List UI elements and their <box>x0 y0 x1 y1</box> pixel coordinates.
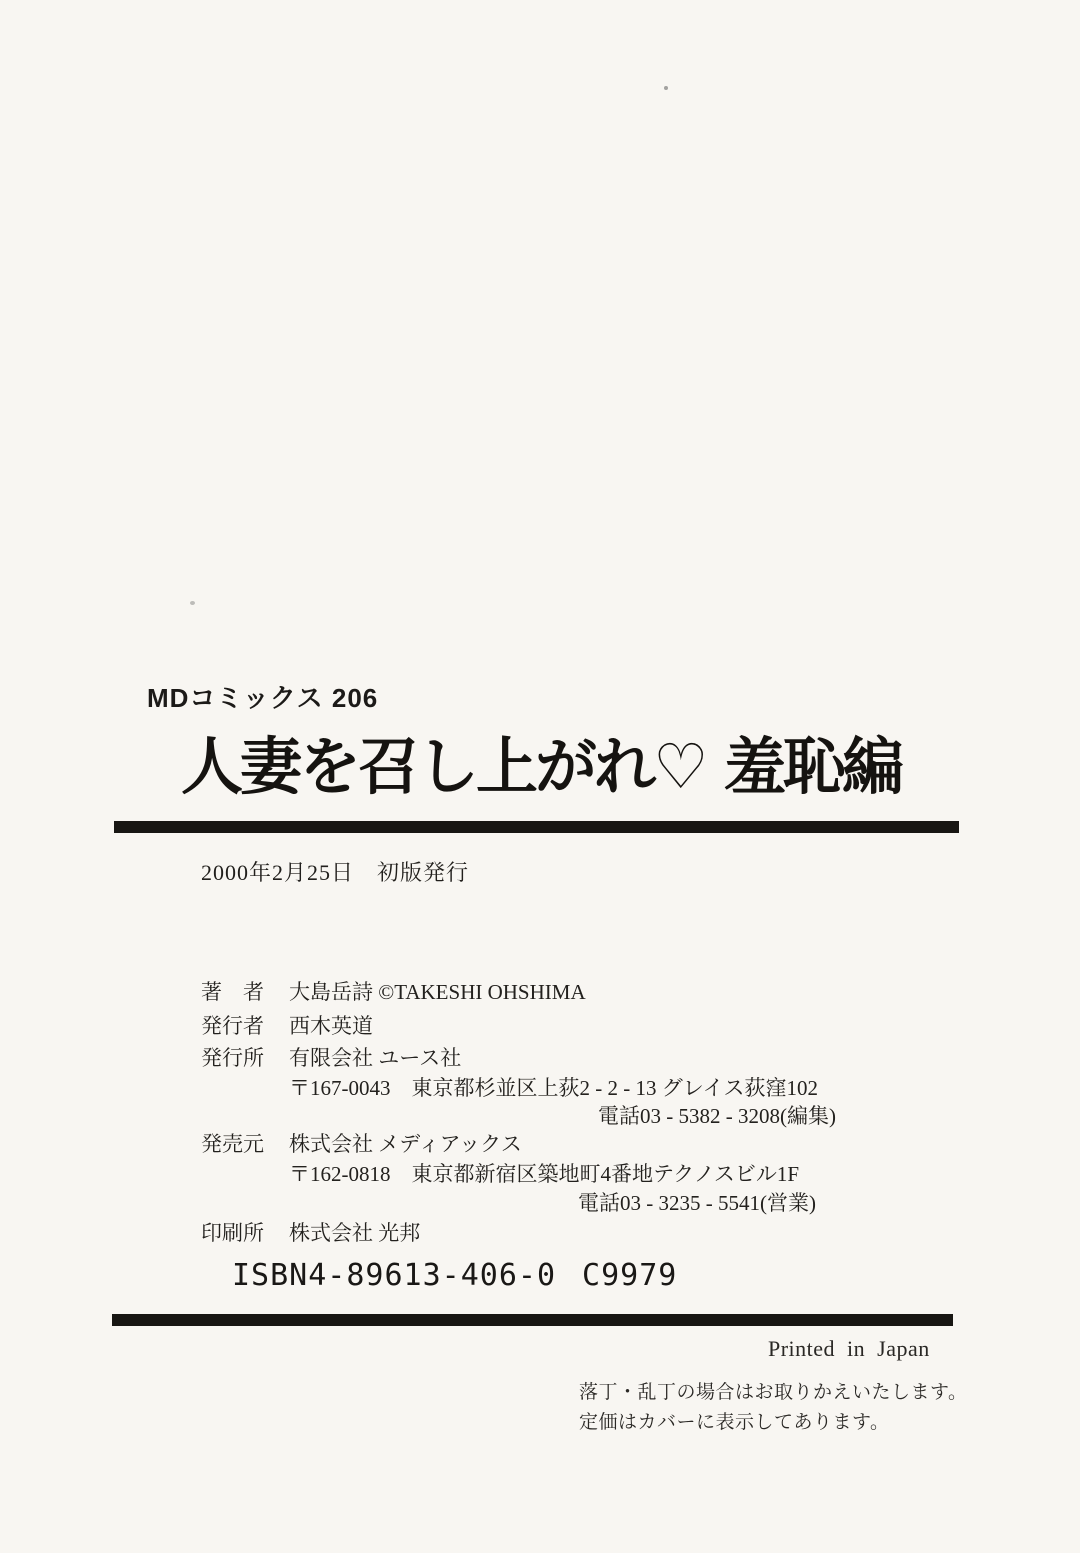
distributor-address: 〒162-0818 東京都新宿区築地町4番地テクノスビル1F <box>289 1162 800 1186</box>
credit-row-distributor <box>201 1128 522 1158</box>
printed-in-japan: Printed in Japan <box>768 1336 930 1361</box>
publisher-value: 有限会社 ユース社 <box>289 1046 462 1070</box>
printer-label: 印刷所 <box>201 1221 264 1245</box>
publisher-person-value: 西木英道 <box>289 1014 373 1038</box>
credit-row-author <box>201 976 586 1006</box>
book-title: 人妻を召し上がれ♡ 羞恥編 <box>181 730 902 803</box>
printer-value: 株式会社 光邦 <box>289 1221 421 1245</box>
credit-row-publisher <box>201 1042 461 1072</box>
scan-speck-icon <box>664 86 668 90</box>
divider-top <box>114 821 959 833</box>
replacement-note: 落丁・乱丁の場合はお取りかえいたします。 <box>579 1382 968 1403</box>
distributor-phone: 電話03 - 3235 - 5541(営業) <box>578 1191 816 1215</box>
credit-row-printer <box>201 1217 420 1247</box>
credit-row-publisher-person <box>201 1010 373 1040</box>
author-label: 著 者 <box>201 980 264 1004</box>
distributor-value: 株式会社 メディアックス <box>289 1132 522 1156</box>
publisher-address: 〒167-0043 東京都杉並区上荻2 - 2 - 13 グレイス荻窪102 <box>289 1076 818 1100</box>
scan-speck-icon <box>190 601 195 605</box>
series-label: MDコミックス 206 <box>147 683 379 713</box>
publisher-label: 発行所 <box>201 1046 264 1070</box>
publisher-phone: 電話03 - 5382 - 3208(編集) <box>598 1104 836 1128</box>
isbn-number: ISBN4-89613-406-0 <box>232 1258 557 1293</box>
author-value: 大島岳詩 ©TAKESHI OHSHIMA <box>289 980 586 1004</box>
publisher-person-label: 発行者 <box>201 1014 264 1038</box>
price-note: 定価はカバーに表示してあります。 <box>579 1412 890 1433</box>
isbn-line <box>232 1258 677 1293</box>
distributor-label: 発売元 <box>201 1132 264 1156</box>
edition-date: 2000年2月25日 初版発行 <box>201 860 470 885</box>
classification-code: C9979 <box>582 1258 678 1293</box>
divider-bottom <box>112 1314 953 1326</box>
